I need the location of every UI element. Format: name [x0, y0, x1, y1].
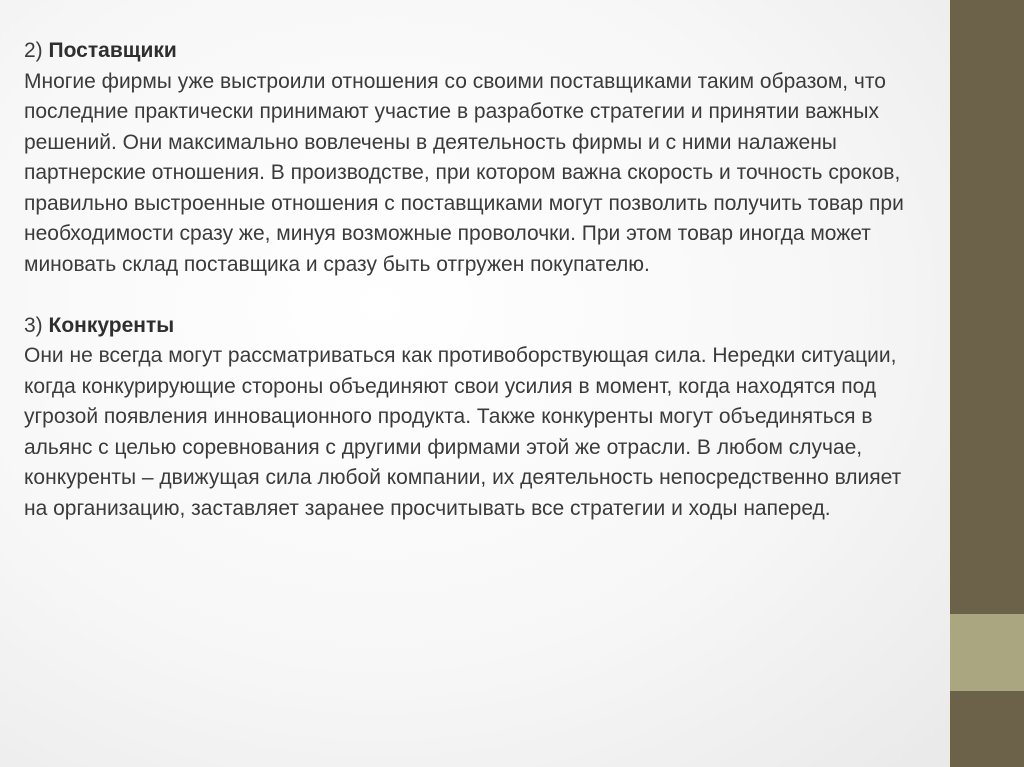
section-suppliers	[24, 36, 929, 280]
sidebar-accent-block	[950, 614, 1024, 691]
slide-content	[24, 36, 929, 524]
section-text: Они не всегда могут рассматриваться как противоборствующая сила. Нередки ситуации, когда конкурирующие стороны объединяют свои усилия в момент, когда находятся под угрозой появления инновационного продукта. Также конкуренты могут объединяться в альянс с целью соревнования с другими фирмами этой же отрасли. В любом случае, конкуренты – движущая сила любой компании, их деятельность непосредственно влияет на организацию, заставляет заранее просчитывать все стратегии и ходы наперед.	[24, 344, 902, 520]
section-number: 2)	[24, 39, 43, 62]
section-title: Конкуренты	[48, 313, 175, 337]
section-competitors	[24, 311, 929, 525]
section-heading	[24, 311, 929, 342]
decorative-sidebar	[950, 0, 1024, 767]
section-heading	[24, 36, 929, 67]
section-text: Многие фирмы уже выстроили отношения со своими поставщиками таким образом, что последние практически принимают участие в разработке стратегии и принятии важных решений. Они максимально вовлечены в деятельность фирмы и с ними налажены партнерские отношения. В производстве, при котором важна скорость и точность сроков, правильно выстроенные отношения с поставщиками могут позволить получить товар при необходимости сразу же, минуя возможные проволочки. При этом товар иногда может миновать склад поставщика и сразу быть отгружен покупателю.	[24, 69, 904, 276]
section-number: 3)	[24, 313, 43, 337]
section-title: Поставщики	[48, 39, 177, 62]
